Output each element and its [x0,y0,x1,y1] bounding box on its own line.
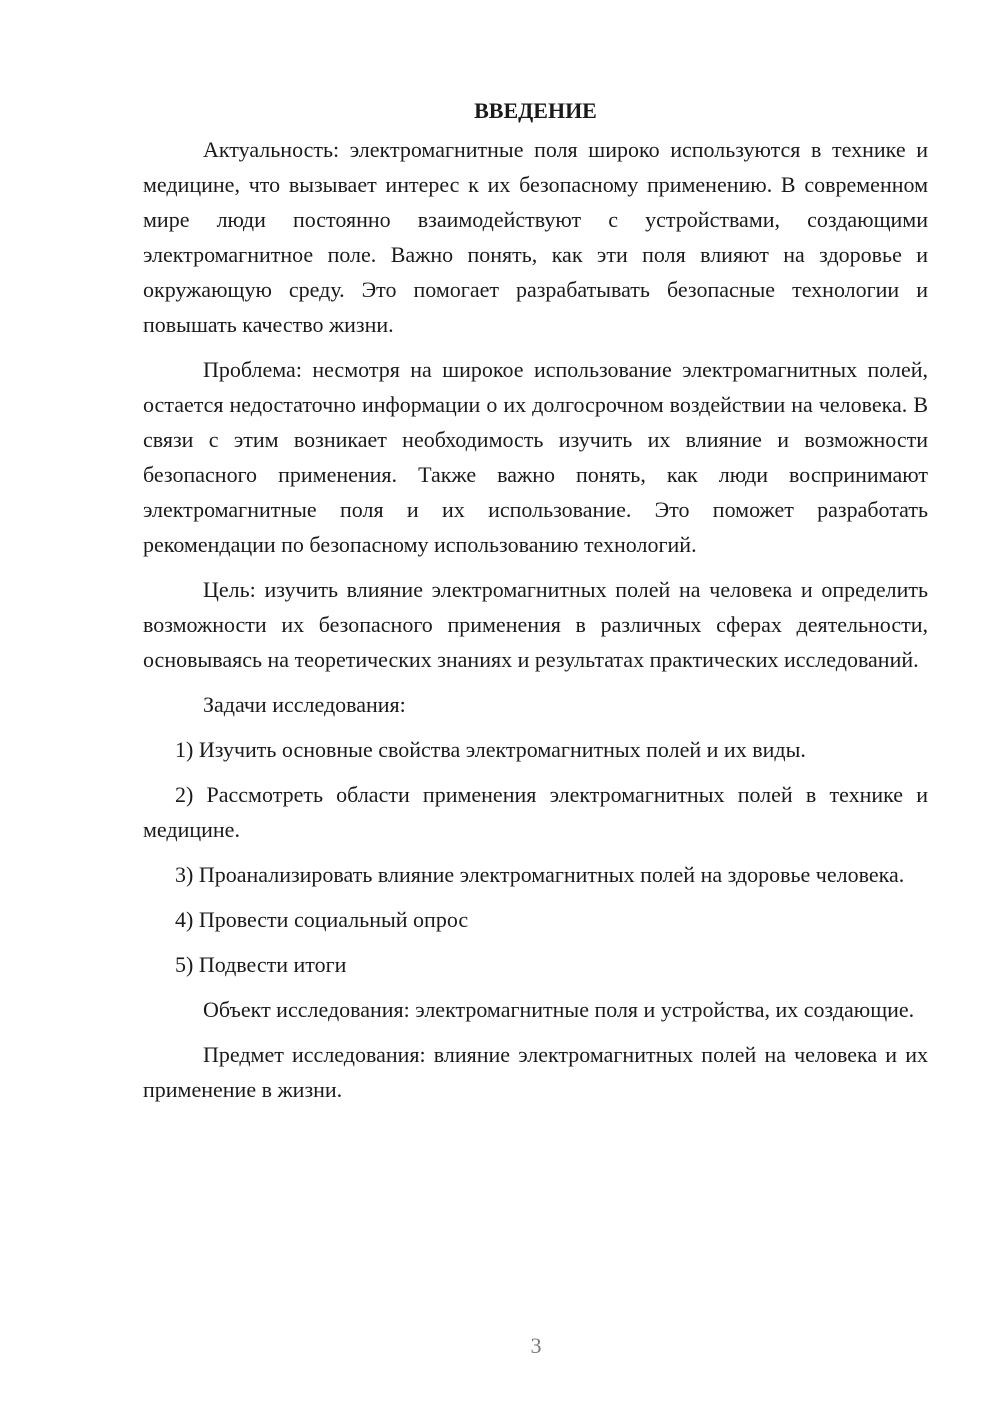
relevance-paragraph: Актуальность: электромагнитные поля широко используются в технике и медицине, что вызывает интерес к их безопасному применению. В современном мире люди постоянно взаимодействуют с устройствами, создающими электромагнитное поле. Важно понять, как эти поля влияют на здоровье и окружающую среду. Это помогает разрабатывать безопасные технологии и повышать качество жизни. [143,137,928,337]
goal-paragraph: Цель: изучить влияние электромагнитных полей на человека и определить возможности их безопасного применения в различных сферах деятельности, основываясь на теоретических знаниях и результатах практических исследований. [143,577,928,672]
object-paragraph: Объект исследования: электромагнитные поля и устройства, их создающие. [203,997,915,1022]
problem-paragraph: Проблема: несмотря на широкое использование электромагнитных полей, остается недостаточно информации о их долгосрочном воздействии на человека. В связи с этим возникает необходимость изучить их влияние и возможности безопасного применения. Также важно понять, как люди воспринимают электромагнитные поля и их использование. Это поможет разработать рекомендации по безопасному использованию технологий. [143,357,928,557]
task-item-2: 2) Рассмотреть области применения электромагнитных полей в технике и медицине. [143,782,928,842]
subject-paragraph: Предмет исследования: влияние электромагнитных полей на человека и их применение в жизни. [143,1042,928,1102]
task-item-3: 3) Проанализировать влияние электромагнитных полей на здоровье человека. [175,862,905,887]
task-item-4: 4) Провести социальный опрос [175,907,469,932]
document-page [143,93,928,1117]
task-item-5: 5) Подвести итоги [175,952,347,977]
section-title: ВВЕДЕНИЕ [474,98,597,123]
task-item-1: 1) Изучить основные свойства электромагнитных полей и их виды. [175,737,806,762]
tasks-heading: Задачи исследования: [203,692,406,717]
page-number: 3 [530,1333,542,1358]
